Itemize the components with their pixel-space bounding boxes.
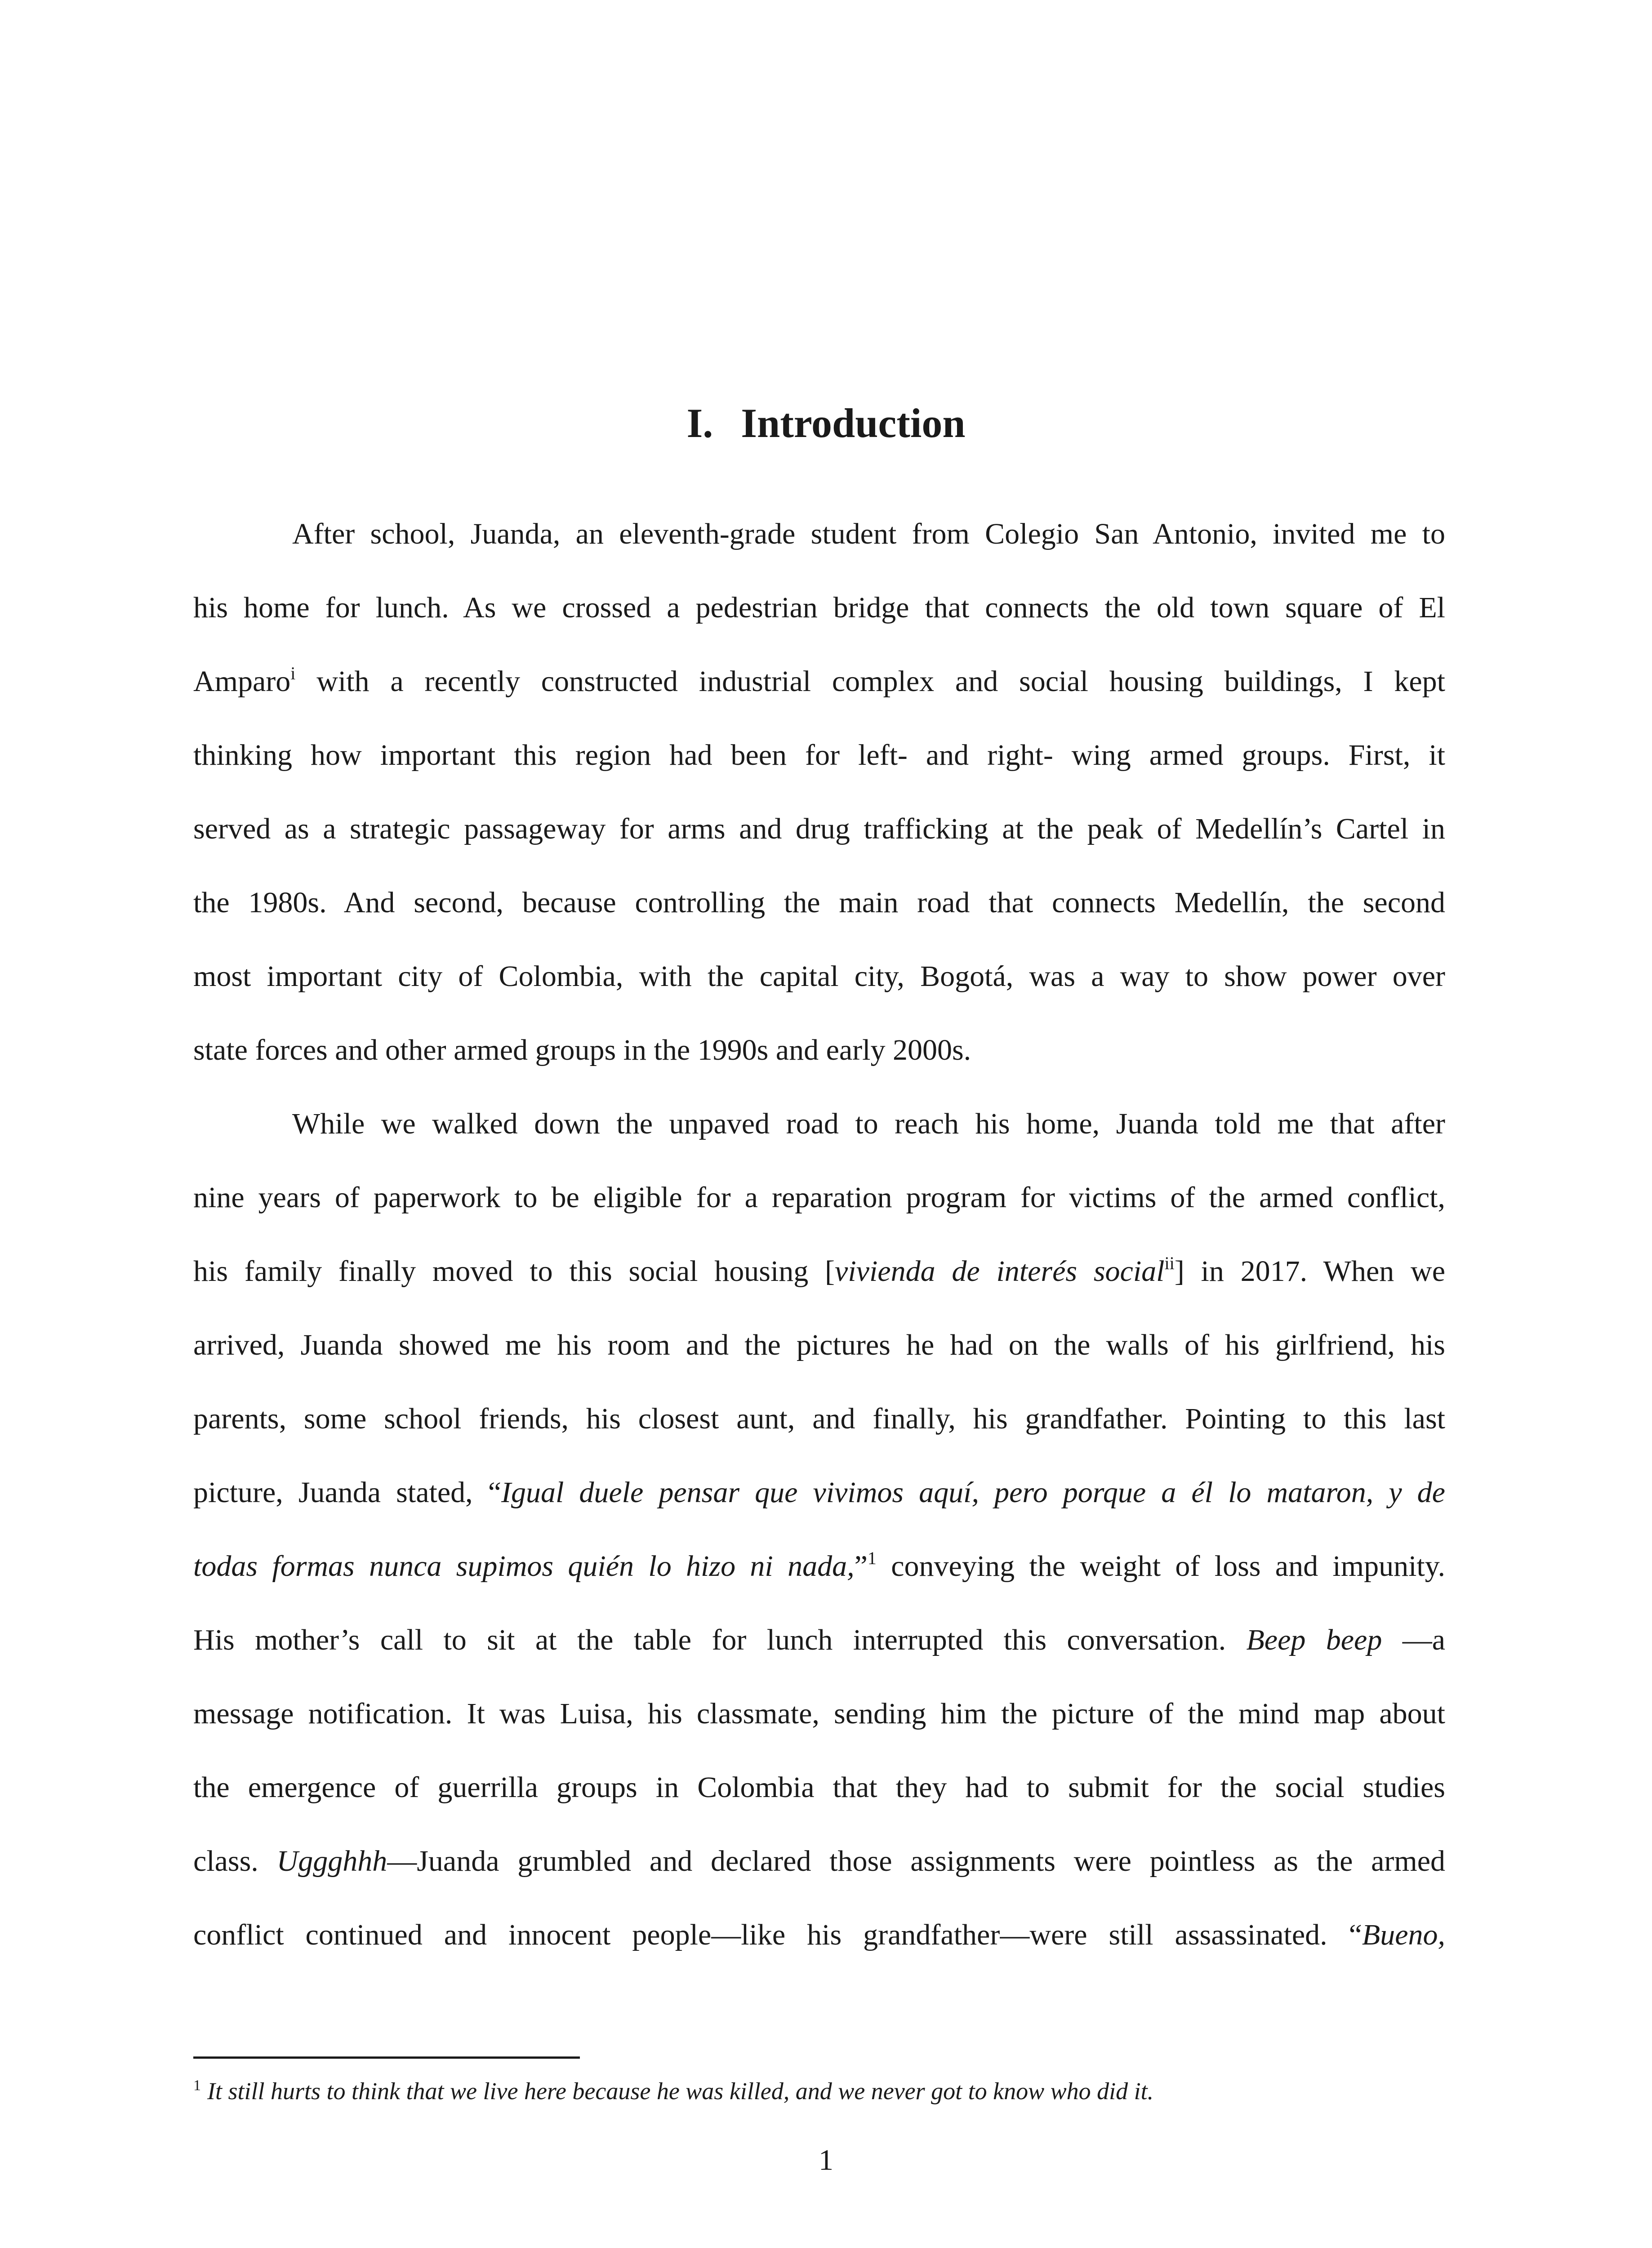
footnote-reference-1: 1 [867, 1548, 877, 1568]
section-number: I. [686, 400, 713, 446]
paragraph-2-line-5: parents, some school friends, his closest aunt, and finally, his grandfather. Pointing to this last [193, 1402, 1445, 1435]
paragraph-2-line-1: While we walked down the unpaved road to reach his home, Juanda told me that after [292, 1107, 1445, 1140]
paragraph-1-line-1: After school, Juanda, an eleventh-grade student from Colegio San Antonio, invited me to [292, 517, 1445, 550]
paragraph-1-line-6: the 1980s. And second, because controlling the main road that connects Medellín, the second [193, 886, 1445, 919]
section-title: Introduction [741, 400, 966, 446]
paragraph-2-line-2: nine years of paperwork to be eligible for a reparation program for victims of the armed conflict, [193, 1181, 1445, 1214]
paragraph-1-line-8: state forces and other armed groups in the 1990s and early 2000s. [193, 1034, 971, 1066]
endnote-marker-ii: ii [1164, 1253, 1175, 1273]
paragraph-2-line-3: his family finally moved to this social housing [vivienda de interés social$^{ii}$] in 2017. When we [193, 1253, 1445, 1288]
paragraph-2-line-6: picture, Juanda stated, “Igual duele pensar que vivimos aquí, pero porque a él lo mataron, y de [193, 1476, 1445, 1509]
paragraph-1-line-5: served as a strategic passageway for arms and drug trafficking at the peak of Medellín’s Cartel in [193, 812, 1445, 845]
footnote-separator [193, 2056, 580, 2059]
paragraph-2-line-4: arrived, Juanda showed me his room and the pictures he had on the walls of his girlfriend, his [193, 1329, 1445, 1361]
footnote-1 [193, 2079, 1153, 2103]
section-heading [0, 402, 1652, 444]
paragraph-2-line-8: His mother’s call to sit at the table for lunch interrupted this conversation. Beep beep —a [193, 1624, 1445, 1656]
paragraph-1-line-2: his home for lunch. As we crossed a pedestrian bridge that connects the old town square of El [193, 591, 1445, 624]
paragraph-2-line-10: the emergence of guerrilla groups in Colombia that they had to submit for the social studies [193, 1771, 1445, 1804]
footnote-marker: 1 [193, 2077, 201, 2094]
paragraph-2-line-11: class. Uggghhh—Juanda grumbled and declared those assignments were pointless as the armed [193, 1845, 1446, 1878]
paragraph-2-line-12: conflict continued and innocent people—like his grandfather—were still assassinated. “Bueno, [193, 1918, 1445, 1951]
paragraph-1-line-7: most important city of Colombia, with the capital city, Bogotá, was a way to show power over [193, 960, 1445, 993]
page-number: 1 [819, 2144, 833, 2177]
paragraph-2-line-9: message notification. It was Luisa, his classmate, sending him the picture of the mind map about [193, 1697, 1445, 1730]
paragraph-1-line-4: thinking how important this region had been for left- and right- wing armed groups. First, it [193, 739, 1445, 772]
footnote-text: It still hurts to think that we live here because he was killed, and we never got to know who did it. [207, 2078, 1154, 2105]
endnote-marker-i: i [290, 663, 296, 683]
paragraph-2-line-7: todas formas nunca supimos quién lo hizo ni nada,”$^1$ conveying the weight of loss and impunity. [193, 1548, 1445, 1583]
paragraph-1-line-3: Amparo$^i$ with a recently constructed industrial complex and social housing buildings, I kept [193, 663, 1445, 698]
